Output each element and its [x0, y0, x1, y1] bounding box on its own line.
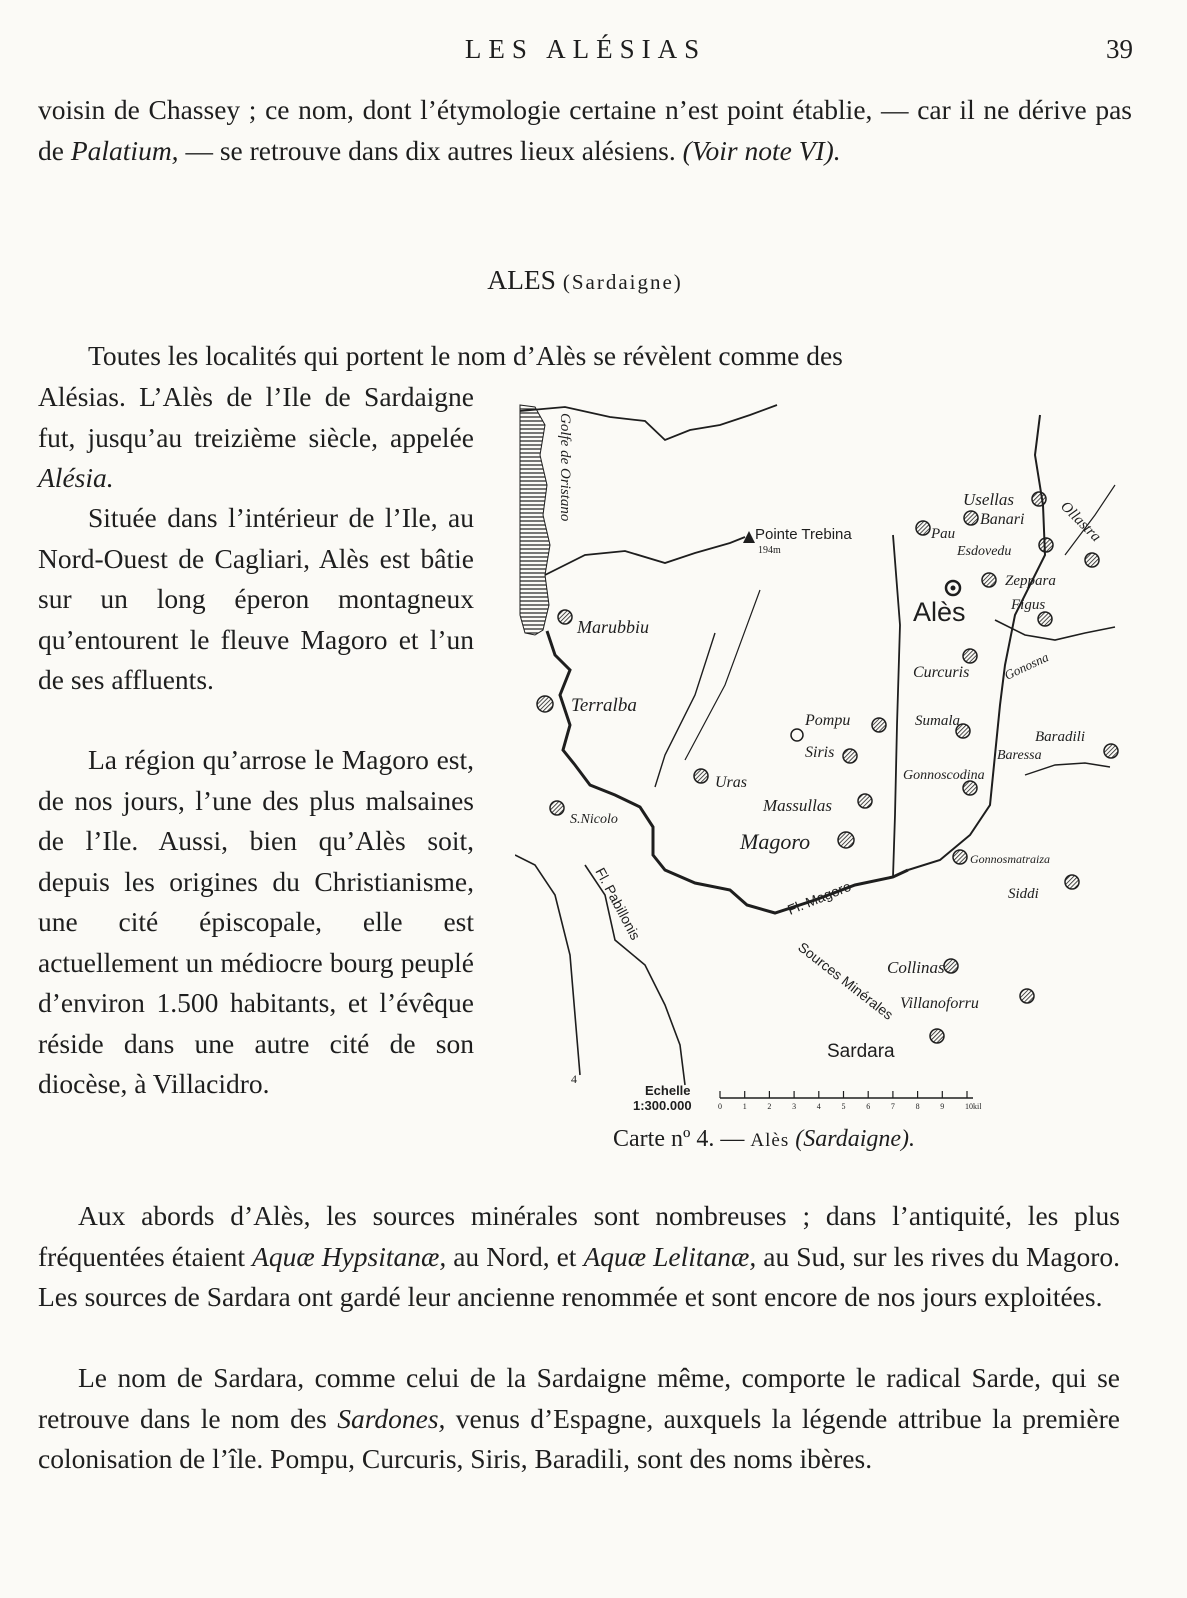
svg-text:Golfe de Oristano: Golfe de Oristano: [557, 413, 573, 522]
scale-tick-label: 5: [841, 1102, 846, 1111]
label-curcuris: Curcuris: [913, 664, 970, 681]
coast-hatch: [520, 405, 550, 635]
label-snicolo: S.Nicolo: [570, 812, 618, 827]
sources-minerales-label: Sources Minérales: [795, 938, 897, 1023]
map-caption: [613, 1126, 1113, 1153]
label-baressa: Baressa: [997, 748, 1042, 763]
label-baradili: Baradili: [1035, 729, 1086, 745]
scale-tick-label: 3: [792, 1102, 797, 1111]
para1-text-a: voisin de Chassey ; ce nom, dont l’étymologie certaine n’est point établie, — car il ne dérive pas de: [38, 94, 1132, 166]
label-sardara: Sardara: [827, 1041, 895, 1062]
scale-label: Echelle: [645, 1083, 691, 1098]
map-ales-sardaigne: [515, 395, 1127, 1115]
para2-text-a: Alésias. L’Alès de l’Ile de Sardaigne fut, jusqu’au treizième siècle, appelée: [38, 381, 474, 453]
label-siris: Siris: [805, 744, 835, 761]
label-pau: Pau: [931, 526, 956, 542]
paragraph-6: [38, 1358, 1120, 1480]
label-uras: Uras: [715, 774, 748, 791]
label-sumala: Sumala: [915, 713, 960, 729]
paragraph-1: [38, 90, 1132, 171]
para1-italic-a: Palatium,: [70, 134, 179, 166]
scale-tick-label: 2: [767, 1102, 772, 1111]
para5-text-c: au Sud, sur les rives du Magoro. Les sources de Sardara ont gardé leur ancienne renommée et sont encore de nos jours exploitées.: [38, 1240, 1120, 1312]
para5-italic-b: Aquæ Lelitanæ,: [583, 1240, 757, 1272]
scale-tick-label: 4: [816, 1102, 821, 1111]
scale-ratio: 1:300.000: [633, 1098, 692, 1113]
stream-inner-2: [685, 590, 760, 760]
scale-tick-label: 7: [890, 1102, 895, 1111]
scale-ticks: [718, 1091, 982, 1111]
para1-text-b: — se retrouve dans dix autres lieux alésiens.: [178, 134, 683, 166]
river-magoro-label: Fl. Magoro: [785, 877, 854, 918]
river-west-branch: [893, 535, 900, 877]
pointe-trebina-label: Pointe Trebina: [755, 526, 852, 543]
section-subtitle: (Sardaigne): [562, 270, 683, 294]
coast-south: [515, 855, 580, 1075]
scale-tick-label: 9: [940, 1102, 945, 1111]
label-usellas: Usellas: [963, 490, 1014, 509]
label-collinas: Collinas: [887, 958, 945, 977]
caption-prefix: Carte nº 4. —: [613, 1126, 751, 1152]
stream-middle: [545, 537, 745, 575]
paragraph-2-continued: [38, 377, 474, 499]
para2-italic-a: Alésia.: [38, 462, 114, 493]
river-pabillonis: [585, 865, 685, 1085]
label-zeppara: Zeppara: [1005, 573, 1056, 589]
para6-text-b: venus d’Espagne, auxquels la légende attribue la première colonisation de l’île. Pompu, Curcuris, Siris, Baradili, sont des noms ibères.: [38, 1402, 1120, 1474]
stream-inner: [655, 633, 715, 787]
siris-spring-icon: [791, 729, 803, 741]
para5-italic-a: Aquæ Hypsitanæ,: [252, 1240, 447, 1272]
label-esdovedu: Esdovedu: [957, 544, 1012, 559]
section-title: ALES: [487, 264, 556, 295]
label-massullas: Massullas: [763, 796, 832, 815]
paragraph-3: Située dans l’intérieur de l’Ile, au Nord-Ouest de Cagliari, Alès est bâtie sur un long éperon montagneux qu’entourent le fleuve Magoro et l’un de ses affluents.: [38, 502, 474, 695]
label-ollastra: Ollastra: [1057, 498, 1104, 546]
scale-tick-label: 8: [915, 1102, 920, 1111]
label-banari: Banari: [980, 511, 1025, 528]
ales-label: Alès: [913, 597, 966, 627]
para5-text-b: au Nord, et: [446, 1240, 584, 1272]
label-marubbiu: Marubbiu: [577, 617, 649, 637]
scale-tick-label: 0: [718, 1102, 722, 1111]
page-header: [38, 34, 1133, 68]
para1-italic-b: (Voir note VI).: [682, 134, 841, 166]
caption-italic: (Sardaigne).: [795, 1126, 916, 1152]
altitude-label: 194m: [758, 545, 781, 556]
running-title: LES ALÉSIAS: [464, 34, 707, 64]
label-siddi: Siddi: [1008, 886, 1039, 902]
label-magoro: Magoro: [740, 829, 811, 854]
label-figus: Figus: [1011, 597, 1046, 613]
para5-text-a: Aux abords d’Alès, les sources minérales sont nombreuses ; dans l’antiquité, les plus fréquentées étaient: [38, 1200, 1120, 1272]
label-gonnoscodina: Gonnoscodina: [903, 768, 985, 783]
scale-tick-label: 6: [866, 1102, 871, 1111]
corner-mark: 4: [571, 1072, 577, 1086]
label-villanoforru: Villanoforru: [900, 995, 979, 1012]
para6-italic-a: Sardones,: [337, 1402, 446, 1434]
label-pompu: Pompu: [805, 712, 851, 729]
caption-name: Alès: [750, 1130, 790, 1151]
river-east-branch: [908, 415, 1045, 870]
section-heading: [38, 264, 1132, 296]
label-terralba: Terralba: [571, 695, 637, 716]
label-gonosna: Gonosna: [1001, 649, 1051, 683]
paragraph-2-first-line: Toutes les localités qui portent le nom d’Alès se révèlent comme des: [88, 340, 843, 371]
para6-text-a: Le nom de Sardara, comme celui de la Sardaigne même, comporte le radical Sarde, qui se retrouve dans le nom des: [38, 1362, 1120, 1434]
golfe-label: [557, 413, 573, 522]
page-number: 39: [1106, 34, 1133, 64]
scale-tick-label: 10kil: [965, 1102, 982, 1111]
label-gonnosmatraiza: Gonnosmatraiza: [970, 852, 1051, 866]
baressa-stream: [1025, 763, 1110, 775]
paragraph-4: La région qu’arrose le Magoro est, de nos jours, l’une des plus malsaines de l’Ile. Aussi, bien qu’Alès soit, depuis les origines du Christianisme, une cité épiscopale, elle est actuellement un médiocre bourg peuplé d’environ 1.500 habitants, et l’évêque réside dans une autre cité de son diocèse, à Villacidro.: [38, 744, 474, 1099]
river-pabillonis-label: Fl. Pabillonis: [592, 864, 644, 943]
paragraph-5: [38, 1196, 1120, 1318]
scale-tick-label: 1: [742, 1102, 747, 1111]
